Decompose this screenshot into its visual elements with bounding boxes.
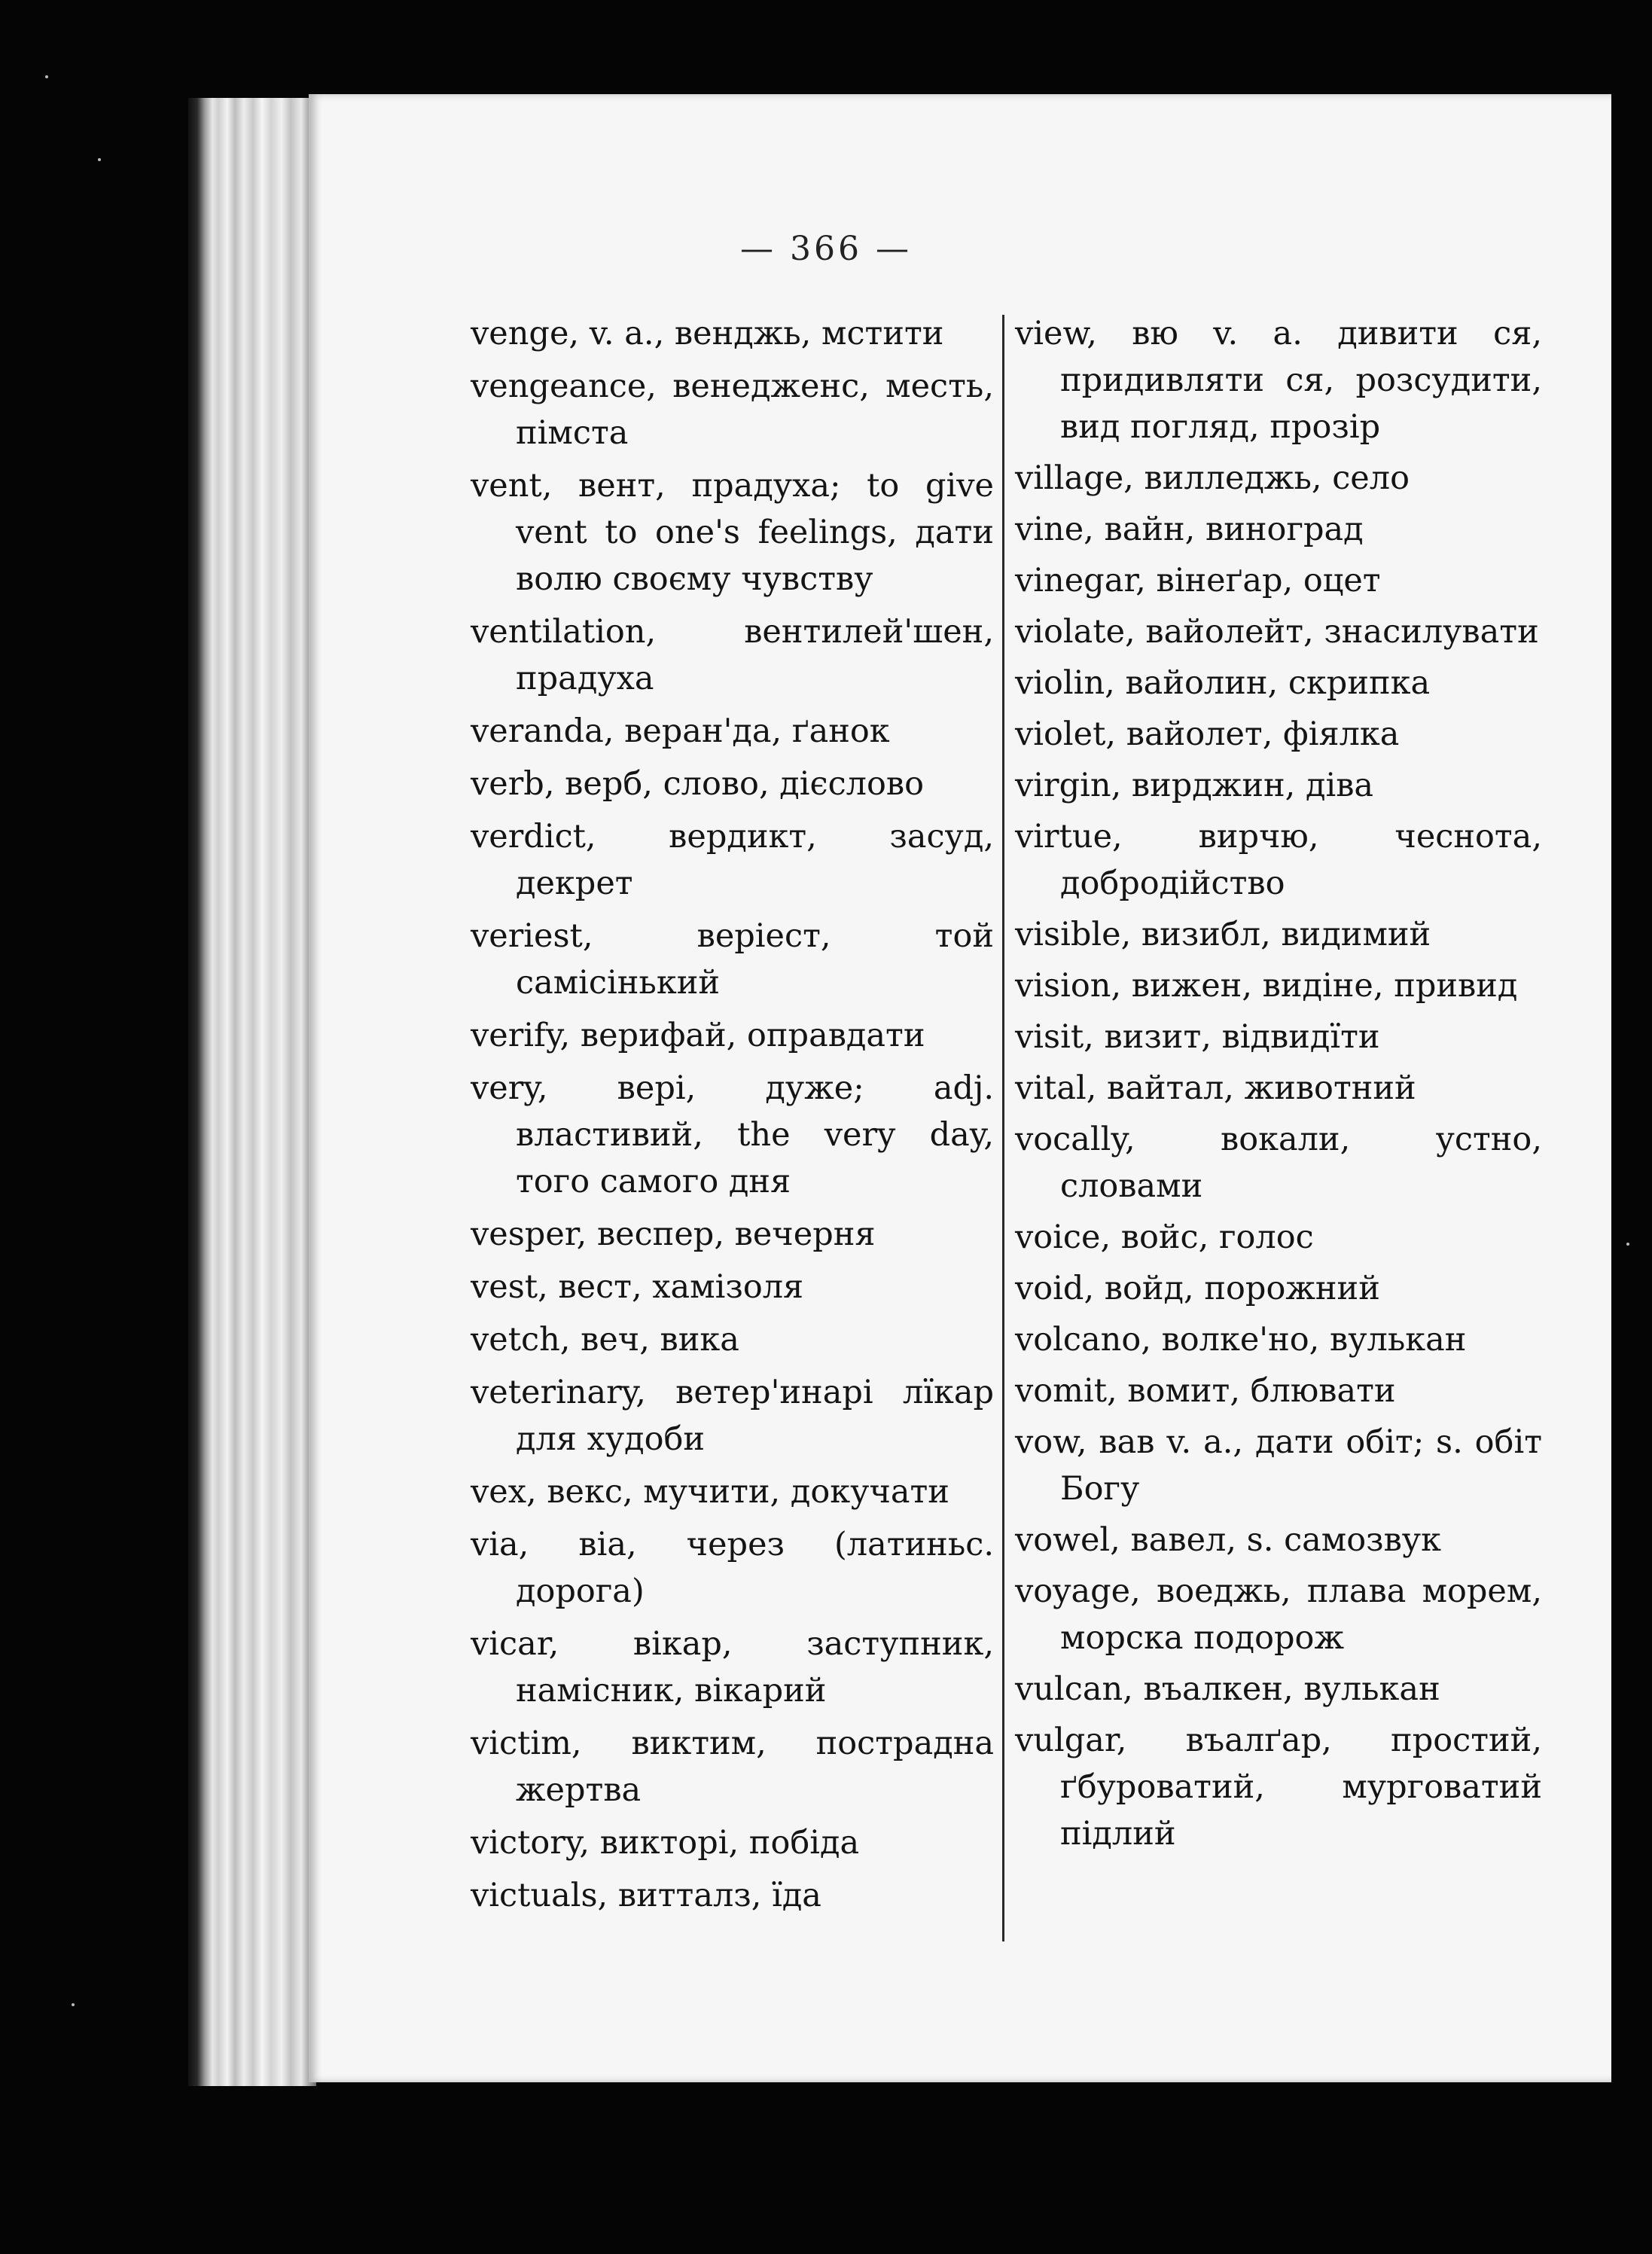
dictionary-entry: vesper, веспер, вечерня (471, 1215, 876, 1253)
dictionary-entry: vowel, вавел, s. самозвук (1015, 1521, 1441, 1559)
dictionary-entry: vetch, веч, вика (471, 1321, 739, 1359)
scan-speck (45, 75, 48, 78)
dictionary-entry: verdict, вердикт, засуд, декрет (471, 818, 994, 902)
page-number-text: — 366 — (740, 230, 912, 268)
dictionary-entry: victim, виктим, пострадна жертва (471, 1725, 994, 1809)
dictionary-entry: violin, вайолин, скрипка (1015, 664, 1431, 702)
dictionary-entry: vex, векс, мучити, докучати (471, 1473, 949, 1511)
dictionary-entry: verb, верб, слово, дієслово (471, 765, 924, 803)
scan-speck (72, 2003, 75, 2006)
dictionary-entry: vital, вайтал, животний (1015, 1069, 1416, 1107)
dictionary-entry: virgin, вирджин, діва (1015, 767, 1374, 804)
dictionary-entry: venge, v. a., венджь, мстити (471, 315, 944, 352)
dictionary-entry: void, войд, порожний (1015, 1270, 1380, 1307)
dictionary-entry: violate, вайолейт, знасилувати (1015, 613, 1539, 651)
dictionary-entry: voice, войс, голос (1015, 1219, 1314, 1256)
dictionary-entry: victory, викторі, побіда (471, 1824, 860, 1862)
dictionary-entry: via, віа, через (латиньс. дорога) (471, 1526, 994, 1610)
dictionary-column-left (471, 310, 994, 1925)
column-divider (1002, 315, 1004, 1941)
dictionary-entry: vulcan, въалкен, вулькан (1015, 1670, 1440, 1708)
dictionary-entry: ventilation, вентилей'шен, прадуха (471, 613, 994, 697)
dictionary-entry: vow, вав v. a., дати обіт; s. обіт Богу (1015, 1423, 1542, 1508)
dictionary-entry: visible, визибл, видимий (1015, 916, 1431, 953)
dictionary-entry: vest, вест, хамізоля (471, 1268, 804, 1306)
scan-speck (1626, 1243, 1629, 1246)
dictionary-entry: veranda, веран'да, ґанок (471, 712, 890, 750)
dictionary-entry: very, вері, дуже; adj. властивий, the very day, того самого дня (471, 1069, 994, 1200)
dictionary-entry: village, вилледжь, село (1015, 459, 1410, 497)
dictionary-entry: volcano, волке'но, вулькан (1015, 1321, 1467, 1359)
dictionary-entry: voyage, воеджь, плава морем, морска подорож (1015, 1572, 1542, 1657)
dictionary-entry: verify, верифай, оправдати (471, 1017, 925, 1054)
dictionary-entry: vulgar, въалґар, простий, ґбуроватий, мурговатий підлий (1015, 1722, 1542, 1853)
dictionary-entry: vicar, вікар, заступник, намісник, вікарий (471, 1625, 994, 1710)
dictionary-entry: visit, визит, відвидїти (1015, 1018, 1380, 1056)
dictionary-entry: virtue, вирчю, чеснота, добродійство (1015, 818, 1542, 902)
book-page-edges (188, 98, 316, 2086)
dictionary-entry: veterinary, ветер'инарі лїкар для худоби (471, 1374, 994, 1458)
dictionary-entry: view, вю v. a. дивити ся, придивляти ся, розсудити, вид погляд, прозір (1015, 315, 1542, 446)
dictionary-entry: violet, вайолет, фіялка (1015, 715, 1400, 753)
scan-speck (98, 158, 101, 161)
dictionary-entry: vent, вент, прадуха; to give vent to one's feelings, дати волю своєму чувству (471, 467, 994, 598)
dictionary-entry: victuals, витталз, їда (471, 1877, 821, 1914)
dictionary-entry: vomit, вомит, блювати (1015, 1372, 1396, 1410)
dictionary-entry: vocally, вокали, устно, словами (1015, 1121, 1542, 1205)
dictionary-entry: vision, вижен, видіне, привид (1015, 967, 1518, 1005)
dictionary-entry: veriest, веріест, той самісінький (471, 917, 994, 1002)
dictionary-column-right (1015, 310, 1542, 1862)
dictionary-entry: vinegar, вінеґар, оцет (1015, 562, 1381, 599)
dictionary-entry: vine, вайн, виноград (1015, 511, 1364, 548)
page-number (0, 230, 1652, 268)
dictionary-entry: vengeance, венедженс, месть, пімста (471, 368, 994, 452)
